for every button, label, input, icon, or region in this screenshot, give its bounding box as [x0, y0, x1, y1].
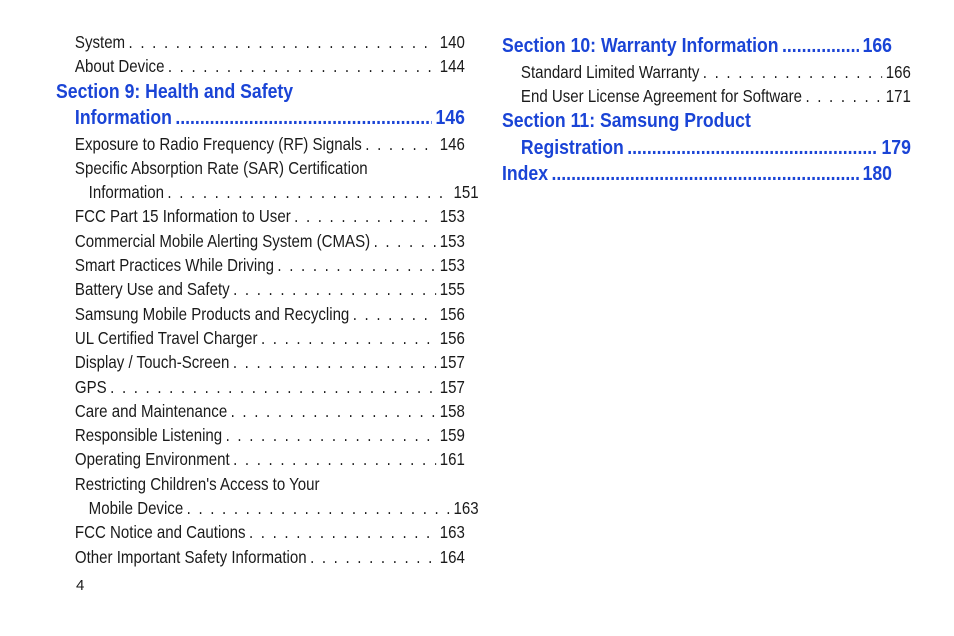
dot-leader: [353, 302, 437, 326]
toc-entry-system[interactable]: [56, 30, 465, 54]
toc-entry-title: Battery Use and Safety: [74, 279, 230, 300]
dot-leader: [110, 375, 436, 399]
section-10-heading[interactable]: [502, 33, 892, 60]
section-11-heading-line2[interactable]: [502, 135, 911, 162]
dot-leader: [231, 399, 437, 423]
dot-leader: [233, 447, 436, 471]
section-heading-page: 166: [862, 34, 892, 57]
toc-entry-page: 166: [885, 61, 911, 82]
section-heading-title: Information: [74, 106, 172, 130]
section-heading-page: 146: [435, 106, 465, 130]
toc-entry-cmas[interactable]: [56, 229, 465, 253]
toc-entry-title: Care and Maintenance: [74, 400, 228, 421]
toc-entry-title: Standard Limited Warranty: [520, 61, 700, 82]
toc-entry-eula[interactable]: [502, 84, 911, 108]
toc-entry-title: Commercial Mobile Alerting System (CMAS): [74, 230, 371, 251]
toc-entry-care[interactable]: [56, 399, 465, 423]
toc-entry-page: 144: [439, 56, 465, 77]
toc-entry-page: 140: [439, 32, 465, 52]
toc-entry-title: Exposure to Radio Frequency (RF) Signals: [74, 133, 362, 154]
toc-entry-page: 163: [453, 498, 479, 519]
dot-leader: [365, 132, 436, 156]
toc-entry-rf-signals[interactable]: [56, 132, 465, 156]
dot-leader: [261, 326, 436, 350]
toc-entry-smart-driving[interactable]: [56, 253, 465, 277]
toc-entry-battery[interactable]: [56, 277, 465, 301]
toc-entry-page: 151: [453, 182, 479, 203]
dot-leader: [703, 60, 883, 84]
toc-entry-listening[interactable]: [56, 423, 465, 447]
section-9-heading-line2[interactable]: [56, 105, 465, 132]
toc-entry-title: Display / Touch-Screen: [74, 352, 230, 373]
toc-entry-gps[interactable]: [56, 375, 465, 399]
section-heading-title: Section 9: Health and Safety: [56, 79, 294, 103]
toc-entry-page: 153: [439, 255, 465, 276]
toc-entry-title: Other Important Safety Information: [74, 546, 307, 567]
dot-leader: [175, 105, 432, 132]
dot-leader: [310, 545, 436, 569]
toc-entry-page: 157: [439, 352, 465, 373]
toc-entry-title: Smart Practices While Driving: [74, 255, 274, 276]
toc-entry-title-cont: Information: [88, 182, 164, 203]
dot-leader: [226, 423, 437, 447]
toc-entry-fcc-notice[interactable]: [56, 520, 465, 544]
toc-entry-title: System: [74, 32, 126, 52]
dot-leader: [374, 229, 437, 253]
index-heading[interactable]: [502, 161, 892, 188]
toc-entry-title: Specific Absorption Rate (SAR) Certification: [74, 157, 368, 178]
dot-leader: [233, 277, 436, 301]
toc-entry-operating-env[interactable]: [56, 447, 465, 471]
section-heading-page: 179: [881, 135, 911, 159]
dot-leader: [167, 180, 450, 204]
toc-entry-page: 171: [885, 85, 911, 106]
toc-entry-page: 146: [439, 133, 465, 154]
toc-entry-sar-line1[interactable]: [56, 156, 465, 180]
toc-entry-title: End User License Agreement for Software: [520, 85, 803, 106]
section-heading-title: Index: [502, 162, 549, 186]
toc-entry-limited-warranty[interactable]: [502, 60, 911, 84]
toc-entry-sar-line2[interactable]: [56, 180, 479, 204]
toc-entry-page: 155: [439, 279, 465, 300]
dot-leader: [233, 350, 437, 374]
toc-entry-title-cont: Mobile Device: [88, 498, 184, 519]
toc-entry-title: UL Certified Travel Charger: [74, 327, 258, 348]
section-heading-title: Section 11: Samsung Product: [502, 109, 751, 133]
toc-entry-other-safety[interactable]: [56, 545, 465, 569]
toc-entry-page: 163: [439, 522, 465, 543]
toc-entry-title: FCC Notice and Cautions: [74, 522, 246, 543]
toc-entry-page: 157: [439, 376, 465, 397]
dot-leader: [294, 204, 436, 228]
toc-entry-page: 158: [439, 400, 465, 421]
dot-leader: [627, 135, 878, 162]
toc-entry-page: 159: [439, 425, 465, 446]
toc-entry-ul-charger[interactable]: [56, 326, 465, 350]
toc-entry-title: Restricting Children's Access to Your: [74, 473, 320, 494]
toc-entry-title: Responsible Listening: [74, 425, 223, 446]
dot-leader: [249, 520, 436, 544]
toc-entry-children-line1[interactable]: [56, 472, 465, 496]
toc-entry-title: Samsung Mobile Products and Recycling: [74, 303, 350, 324]
toc-entry-title: FCC Part 15 Information to User: [74, 206, 291, 227]
toc-entry-page: 153: [439, 206, 465, 227]
dot-leader: [805, 84, 882, 108]
toc-entry-title: Operating Environment: [74, 449, 230, 470]
toc-entry-page: 164: [439, 546, 465, 567]
dot-leader: [277, 253, 436, 277]
section-9-heading-line1[interactable]: [56, 79, 446, 106]
toc-entry-page: 153: [439, 230, 465, 251]
section-heading-title: Registration: [520, 135, 624, 159]
dot-leader: [168, 54, 436, 78]
toc-entry-title: GPS: [74, 376, 107, 397]
toc-right-column: [502, 33, 911, 188]
toc-entry-page: 156: [439, 327, 465, 348]
section-heading-title: Section 10: Warranty Information: [502, 34, 779, 57]
toc-left-column: [56, 30, 479, 569]
toc-entry-page: 156: [439, 303, 465, 324]
dot-leader: [782, 33, 859, 60]
toc-entry-children-line2[interactable]: [56, 496, 479, 520]
toc-entry-recycling[interactable]: [56, 302, 465, 326]
dot-leader: [551, 161, 859, 188]
dot-leader: [187, 496, 450, 520]
toc-entry-fcc-part15[interactable]: [56, 204, 465, 228]
toc-entry-title: About Device: [74, 56, 165, 77]
toc-entry-display[interactable]: [56, 350, 465, 374]
section-11-heading-line1[interactable]: [502, 108, 892, 135]
dot-leader: [129, 30, 437, 54]
toc-entry-page: 161: [439, 449, 465, 470]
toc-entry-about-device[interactable]: [56, 54, 465, 78]
section-heading-page: 180: [862, 162, 892, 186]
page-number: 4: [76, 577, 85, 594]
